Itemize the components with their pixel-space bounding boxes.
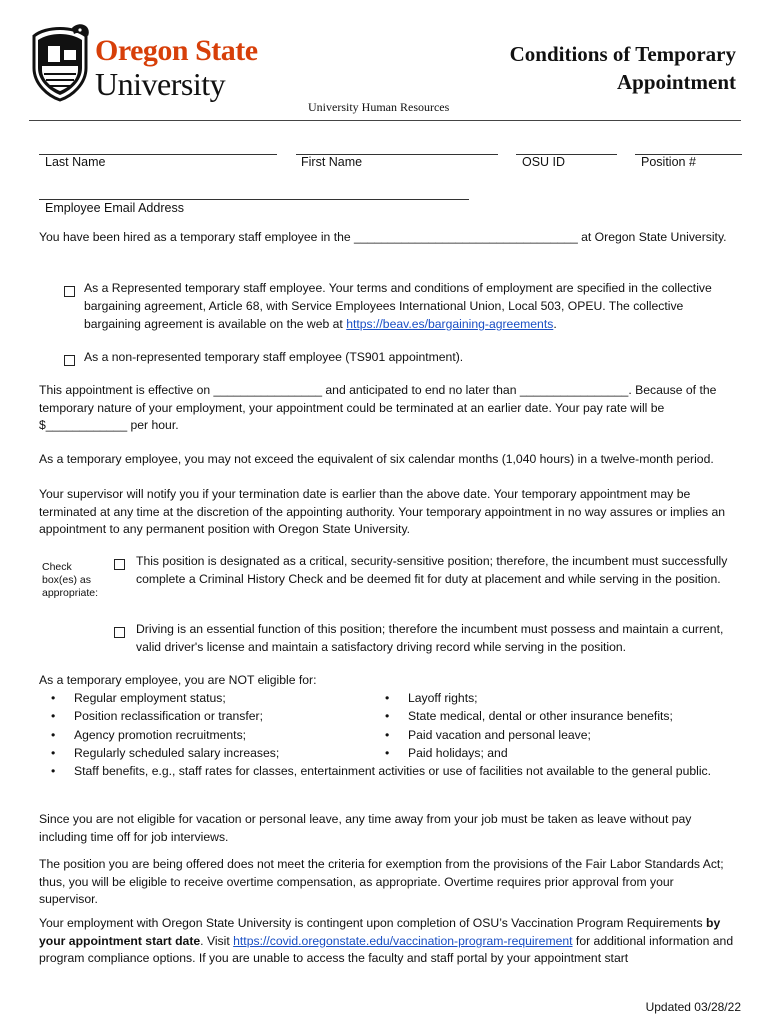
driving-checkbox[interactable] [114, 627, 125, 638]
email-label: Employee Email Address [45, 201, 184, 215]
page-title-line2: Appointment [616, 70, 736, 94]
list-item: • Paid holidays; and [373, 744, 733, 762]
updated-date: Updated 03/28/22 [645, 1000, 741, 1014]
represented-text: As a Represented temporary staff employee. Your terms and conditions of employment are specified in the collective bargaining agreement, Article 68, with Service Employees International Union, Local 503, OPEU. The collective bargaining agreement is available on the web at [84, 281, 712, 331]
page-title [510, 40, 736, 96]
leave-paragraph: Since you are not eligible for vacation or personal leave, any time away from your job must be taken as leave without pay including time off for job interviews. [39, 812, 692, 844]
vaccination-text-2: . Visit [200, 933, 234, 948]
effective-dates-paragraph: This appointment is effective on ________________ and anticipated to end no later than ________________. Because of the temporary nature of your employment, your appointment could be terminated at an earlier date. Your pay rate will be $____________ per hour. [39, 383, 717, 432]
list-item: • Position reclassification or transfer; [39, 707, 369, 725]
critical-position-text: This position is designated as a critical, security-sensitive position; therefore, the incumbent must successfully complete a Criminal History Check and be deemed fit for duty at placement and while serving in the position. [136, 554, 728, 586]
bargaining-agreements-link[interactable]: https://beav.es/bargaining-agreements [346, 317, 554, 331]
represented-checkbox[interactable] [64, 286, 75, 297]
vaccination-text-3: for additional information and program compliance options. If you are unable to access the faculty and staff portal by your appointment start [39, 933, 734, 965]
list-item: • Agency promotion recruitments; [39, 726, 369, 744]
nonrepresented-text: As a non-represented temporary staff employee (TS901 appointment). [84, 350, 464, 364]
not-eligible-intro: As a temporary employee, you are NOT eligible for: [39, 673, 317, 687]
vaccination-paragraph [39, 915, 743, 968]
not-eligible-list-left [39, 689, 369, 763]
list-item: • Layoff rights; [373, 689, 733, 707]
driving-text: Driving is an essential function of this position; therefore the incumbent must possess and maintain a current, valid driver's license and maintain a satisfactory driving record while serving in the position. [136, 622, 724, 654]
osu-id-label: OSU ID [522, 155, 566, 169]
logo-wordmark-line1: Oregon State [95, 34, 258, 67]
logo-wordmark-line2: University [95, 66, 226, 102]
option-critical-position [114, 553, 742, 588]
osu-logo [28, 22, 92, 102]
vaccination-deadline: by your appointment start date [39, 916, 721, 948]
page-title-line1: Conditions of Temporary [509, 42, 736, 66]
hours-limit-paragraph: As a temporary employee, you may not exceed the equivalent of six calendar months (1,040 hours) in a twelve-month period. [39, 452, 714, 466]
option-represented: As a Represented temporary staff employee. Your terms and conditions of employment are specified in the collective bargaining agreement, Article 68, with Service Employees International Union, Local 503, OPEU. The collective bargaining agreement is available on the web at https://beav.es/bargaining-agreements. [64, 279, 740, 333]
not-eligible-list-right [373, 689, 733, 763]
vaccination-program-link[interactable]: https://covid.oregonstate.edu/vaccination-program-requirement [233, 933, 573, 948]
check-boxes-label: Check box(es) as appropriate: [42, 561, 99, 599]
list-item: • Regularly scheduled salary increases; [39, 744, 369, 762]
header-divider [29, 120, 741, 121]
email-field[interactable] [39, 199, 469, 200]
nonrepresented-checkbox[interactable] [64, 355, 75, 366]
flsa-paragraph: The position you are being offered does not meet the criteria for exemption from the provisions of the Fair Labor Standards Act; thus, you will be eligible to receive overtime compensation, as appropriate. Overtime requires prior approval from your supervisor. [39, 857, 724, 906]
option-driving [114, 621, 742, 656]
list-item: • State medical, dental or other insurance benefits; [373, 707, 733, 725]
not-eligible-list-full [39, 763, 719, 781]
vaccination-text-1: Your employment with Oregon State University is contingent upon completion of OSU’s Vaccination Program Requirements [39, 916, 707, 930]
list-item: • Staff benefits, e.g., staff rates for classes, entertainment activities or use of facilities not available to the general public. [39, 763, 719, 781]
last-name-label: Last Name [45, 155, 106, 169]
option-nonrepresented [64, 348, 740, 366]
supervisor-paragraph: Your supervisor will notify you if your termination date is earlier than the above date. Your temporary appointment may be terminated at any time at the discretion of the appointing authority. Your temporary appointment in no way assures or implies an appointment to any permanent position with Oregon State University. [39, 487, 726, 536]
list-item: • Regular employment status; [39, 689, 369, 707]
department-subtitle: University Human Resources [308, 100, 450, 114]
position-number-label: Position # [641, 155, 696, 169]
list-item: • Paid vacation and personal leave; [373, 726, 733, 744]
beaver-shield-icon [28, 22, 92, 102]
critical-position-checkbox[interactable] [114, 559, 125, 570]
hired-statement: You have been hired as a temporary staff employee in the _________________________________ at Oregon State University. [39, 230, 727, 244]
first-name-label: First Name [301, 155, 363, 169]
